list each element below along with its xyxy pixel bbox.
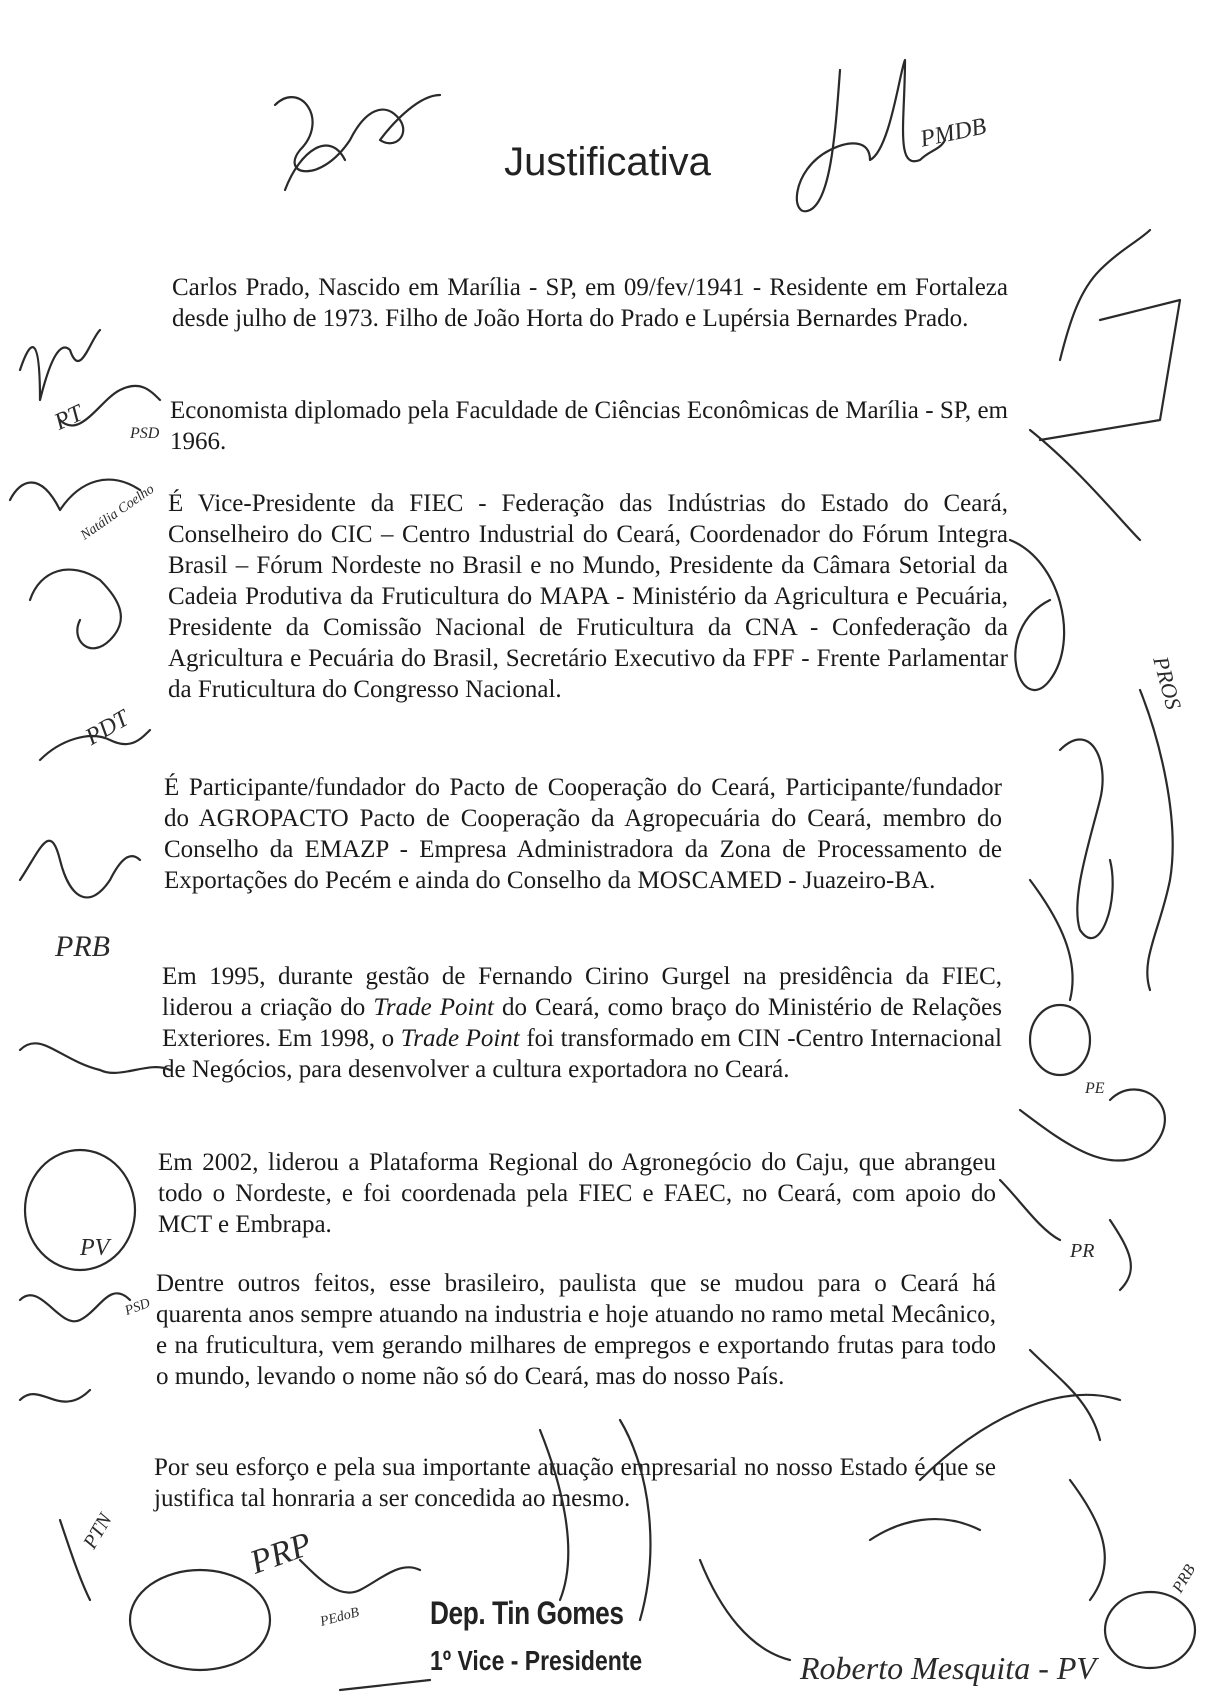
paragraph-closing: Por seu esforço e pela sua importante atuação empresarial no nosso Estado é que se justifica tal honraria a ser concedida ao mesmo. xyxy=(154,1454,996,1512)
trade-point-emphasis-2: Trade Point xyxy=(400,1025,520,1052)
trade-point-emphasis-1: Trade Point xyxy=(373,994,494,1021)
label-psd-1: PSD xyxy=(130,425,160,442)
stamp-role: 1º Vice - Presidente xyxy=(430,1645,643,1676)
signature-right-1 xyxy=(1060,230,1150,360)
label-pmdb: PMDB xyxy=(917,113,989,153)
label-prb-left: PRB xyxy=(55,930,110,963)
label-pros: PROS xyxy=(1148,653,1187,713)
paragraph-caju: Em 2002, liderou a Plataforma Regional do Agronegócio do Caju, que abrangeu todo o Nordeste, e foi coordenada pela FIEC e FAEC, no Ceará, com apoio do MCT e Embrapa. xyxy=(158,1149,996,1238)
paragraph-biography: Carlos Prado, Nascido em Marília - SP, em 09/fev/1941 - Residente em Fortaleza desde julho de 1973. Filho de João Horta do Prado e Lupérsia Bernardes Prado. xyxy=(172,274,1008,332)
trade-point-text-2: do Ceará, como braço do Ministério de Relações Exteriores. Em 1998, o xyxy=(162,994,1002,1052)
label-pv: PV xyxy=(80,1235,110,1261)
paragraph-trade-point xyxy=(162,961,1002,1085)
paragraph-positions: É Vice-Presidente da FIEC - Federação das Indústrias do Estado do Ceará, Conselheiro do CIC – Centro Industrial do Ceará, Coordenador do Fórum Integra Brasil – Fórum Nordeste no Brasil e no Mundo, Presidente da Câmara Setorial da Cadeia Produtiva da Fruticultura do MAPA - Ministério da Agricultura e Pecuária, Presidente da Comissão Nacional de Fruticultura da CNA - Confederação da Agricultura e Pecuária do Brasil, Secretário Executivo da FPF - Frente Parlamentar da Fruticultura do Congresso Nacional. xyxy=(168,490,1008,703)
label-pdt: PDT xyxy=(81,705,134,751)
label-pr: PR xyxy=(1070,1240,1095,1262)
paragraph-education: Economista diplomado pela Faculdade de Ciências Econômicas de Marília - SP, em 1966. xyxy=(170,397,1008,455)
trade-point-text-3: foi transformado em CIN -Centro Internacional de Negócios, para desenvolver a cultura exportadora no Ceará. xyxy=(162,1025,1003,1083)
label-psd-2: PSD xyxy=(123,1296,153,1319)
label-natalia: Natália Coelho xyxy=(78,481,158,544)
label-ptn: PTN xyxy=(79,1509,117,1553)
stamp-name: Dep. Tin Gomes xyxy=(430,1595,624,1631)
paragraph-founder: É Participante/fundador do Pacto de Cooperação do Ceará, Participante/fundador do AGROPACTO Pacto de Cooperação da Agropecuária do Ceará, membro do Conselho da EMAZP - Empresa Administradora da Zona de Processamento de Exportações do Pecém e ainda do Conselho da MOSCAMED - Juazeiro-BA. xyxy=(164,774,1002,894)
label-roberto: Roberto Mesquita - PV xyxy=(800,1650,1096,1686)
paragraph-achievements: Dentre outros feitos, esse brasileiro, paulista que se mudou para o Ceará há quarenta anos sempre atuando na industria e hoje atuando no ramo metal Mecânico, e na fruticultura, vem gerando milhares de empregos e exportando frutas para todo o mundo, levando o nome não só do Ceará, mas do nosso País. xyxy=(156,1270,996,1390)
label-prb-right: PRB xyxy=(1169,1561,1199,1596)
label-pcdob: PEdoB xyxy=(318,1605,361,1630)
signature-right-2 xyxy=(1060,740,1113,939)
signature-left-1 xyxy=(20,330,100,400)
label-prp: PRP xyxy=(245,1525,317,1582)
page-title: Justificativa xyxy=(504,140,711,184)
label-pt: PT xyxy=(50,400,87,436)
label-pe: PE xyxy=(1085,1080,1105,1097)
trade-point-text-1: Em 1995, durante gestão de Fernando Cirino Gurgel na presidência da FIEC, liderou a criação do xyxy=(162,963,1002,1021)
